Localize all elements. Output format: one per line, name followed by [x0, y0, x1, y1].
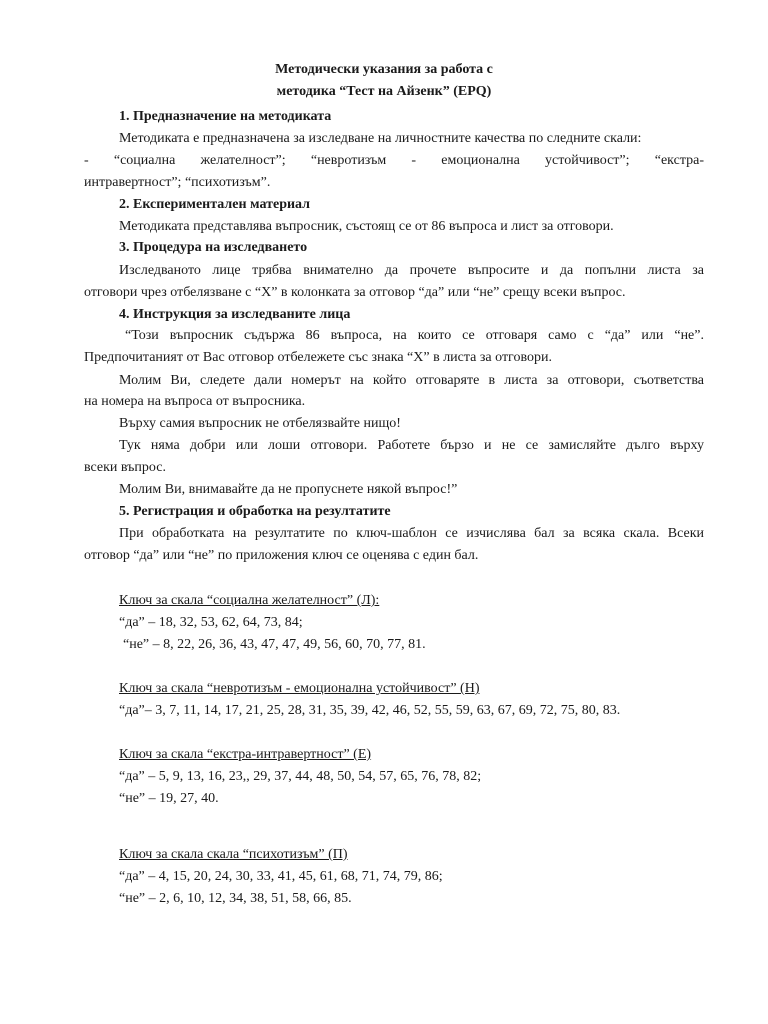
key-E-no: “не” – 19, 27, 40.: [119, 791, 219, 806]
key-N-yes: “да”– 3, 7, 11, 14, 17, 21, 25, 28, 31, 35, 39, 42, 46, 52, 55, 59, 63, 67, 69, 72, 75, 80, 83.: [119, 703, 621, 718]
section-4-text-line: на номера на въпроса от въпросника.: [84, 394, 306, 409]
key-L-title: Ключ за скала “социална желателност” (Л):: [119, 593, 380, 608]
title-line-2: методика “Тест на Айзенк” (EPQ): [276, 84, 492, 99]
section-1-text-line: интравертност”; “психотизъм”.: [84, 175, 271, 190]
section-1-text-line: Методиката е предназначена за изследване на личностните качества по следните скали:: [119, 131, 642, 146]
section-4-text-line: “Този въпросник съдържа 86 въпроса, на които се отговаря само с “да” или “не”.: [125, 328, 704, 343]
section-3-text-line: Изследваното лице трябва внимателно да прочете въпросите и да попълни листа за: [119, 263, 704, 278]
section-3-text-line: отговори чрез отбелязване с “Х” в колонката за отговор “да” или “не” срещу всеки въпрос.: [84, 285, 626, 300]
key-P-no: “не” – 2, 6, 10, 12, 34, 38, 51, 58, 66, 85.: [119, 891, 352, 906]
section-5-text-line: отговор “да” или “не” по приложения ключ се оценява с един бал.: [84, 548, 479, 563]
key-P-title: Ключ за скала скала “психотизъм” (П): [119, 847, 348, 862]
section-4-text-line: Върху самия въпросник не отбелязвайте нищо!: [119, 416, 401, 431]
key-P-yes: “да” – 4, 15, 20, 24, 30, 33, 41, 45, 61, 68, 71, 74, 79, 86;: [119, 869, 443, 884]
key-E-title: Ключ за скала “екстра-интравертност” (Е): [119, 747, 372, 762]
section-5-text-line: При обработката на резултатите по ключ-шаблон се изчислява бал за всяка скала. Всеки: [119, 526, 704, 541]
key-L-no: “не” – 8, 22, 26, 36, 43, 47, 47, 49, 56, 60, 70, 77, 81.: [123, 637, 426, 652]
key-E-yes: “да” – 5, 9, 13, 16, 23,, 29, 37, 44, 48, 50, 54, 57, 65, 76, 78, 82;: [119, 769, 482, 784]
section-5-heading: 5. Регистрация и обработка на резултатите: [119, 504, 391, 519]
section-2-text-line: Методиката представлява въпросник, състоящ се от 86 въпроса и лист за отговори.: [119, 219, 614, 234]
section-4-text-line: Тук няма добри или лоши отговори. Работете бързо и не се замисляйте дълго върху: [119, 438, 704, 453]
section-1-heading: 1. Предназначение на методиката: [119, 109, 332, 124]
section-4-heading: 4. Инструкция за изследваните лица: [119, 307, 351, 322]
section-2-heading: 2. Експериментален материал: [119, 197, 311, 212]
title-line-1: Методически указания за работа с: [275, 62, 493, 77]
section-4-text-line: Молим Ви, следете дали номерът на който отговаряте в листа за отговори, съответства: [119, 373, 704, 388]
section-4-text-line: Предпочитаният от Вас отговор отбележете със знака “Х” в листа за отговори.: [84, 350, 552, 365]
key-L-yes: “да” – 18, 32, 53, 62, 64, 73, 84;: [119, 615, 303, 630]
section-4-text-line: Молим Ви, внимавайте да не пропуснете някой въпрос!”: [119, 482, 458, 497]
key-N-title: Ключ за скала “невротизъм - емоционална устойчивост” (Н): [119, 681, 480, 696]
section-4-text-line: всеки въпрос.: [84, 460, 166, 475]
section-3-heading: 3. Процедура на изследването: [119, 240, 308, 255]
section-1-text-line: - “социална желателност”; “невротизъм - емоционална устойчивост”; “екстра-: [84, 153, 704, 168]
